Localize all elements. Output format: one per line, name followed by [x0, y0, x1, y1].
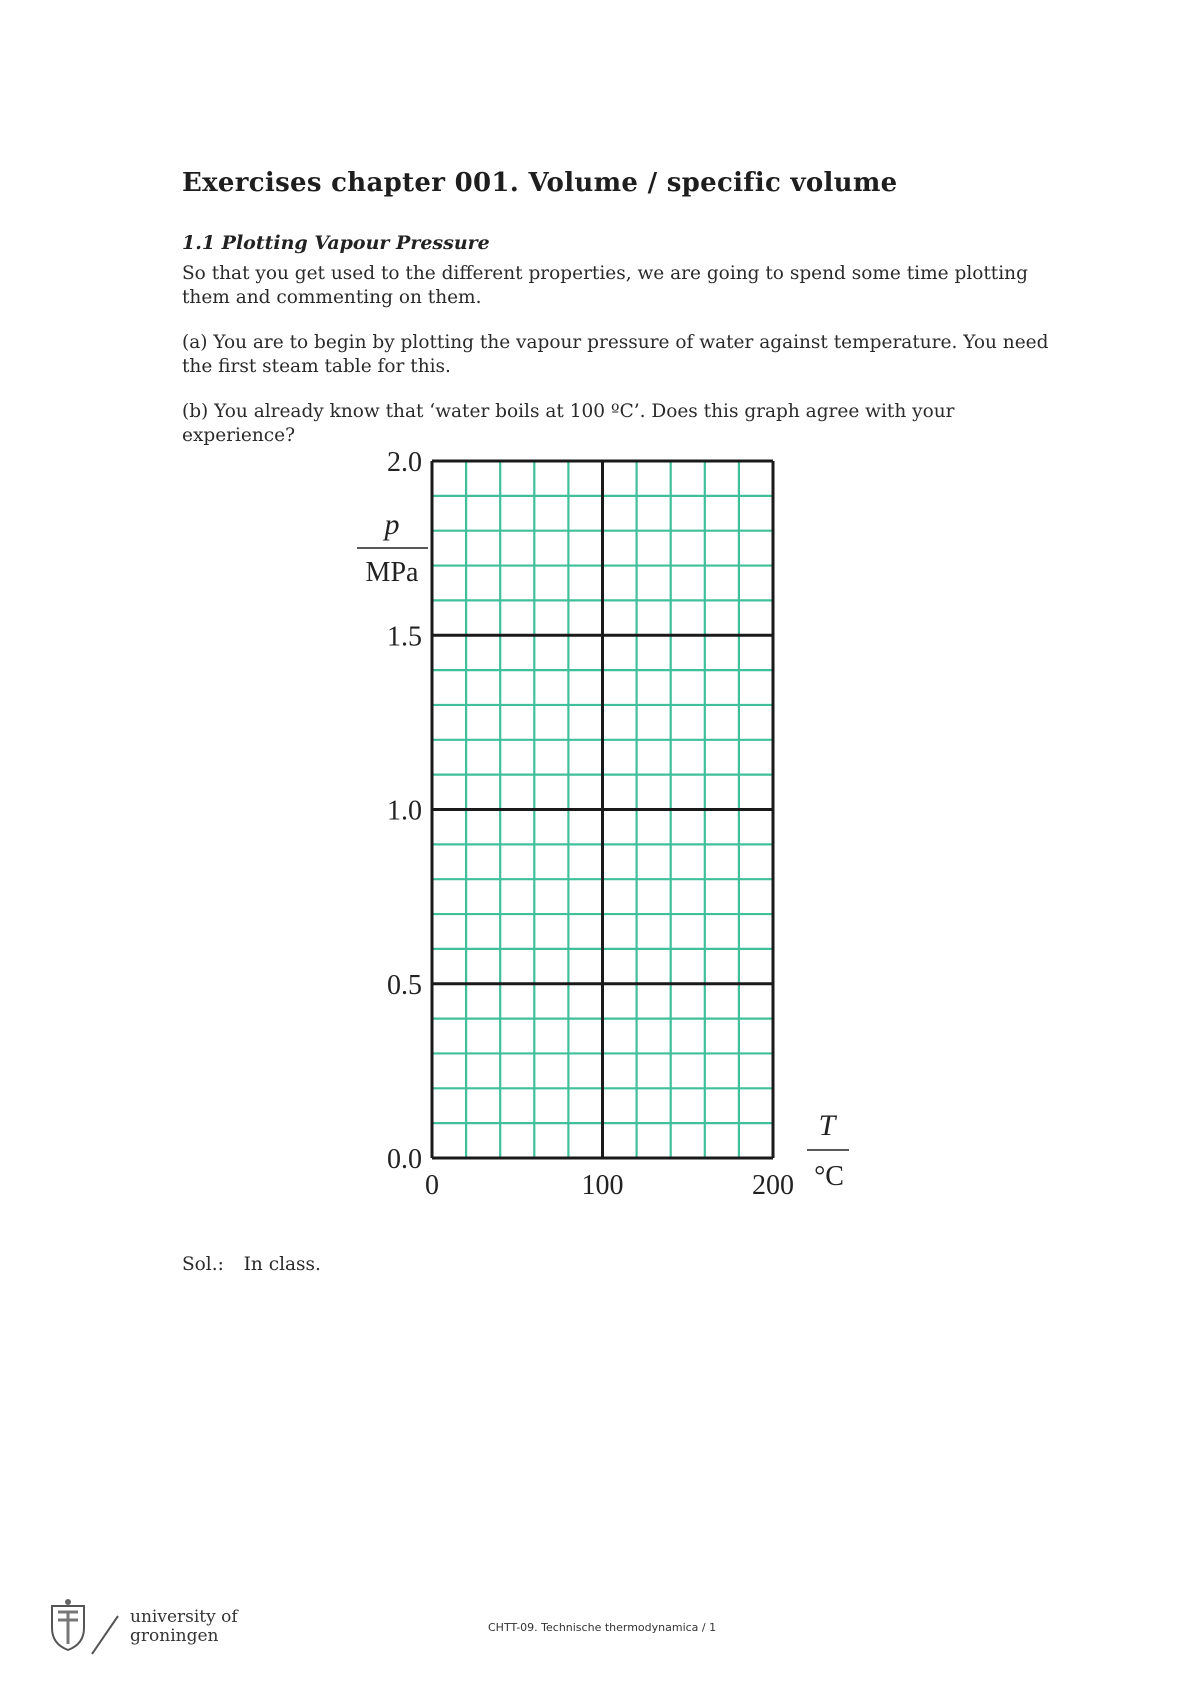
university-crest-icon [48, 1598, 128, 1656]
x-axis-symbol: T [818, 1109, 836, 1142]
x-tick-label: 200 [752, 1170, 794, 1201]
part-a-paragraph: (a) You are to begin by plotting the vapour pressure of water against temperature. You need the first steam table for this. [182, 332, 1049, 377]
y-tick-label: 0.0 [387, 1144, 422, 1175]
university-name-line1: university of [130, 1607, 238, 1627]
y-axis-symbol: p [384, 508, 400, 541]
y-tick-label: 1.0 [387, 795, 422, 827]
x-tick-label: 0 [425, 1170, 439, 1201]
part-b-paragraph: (b) You already know that ‘water boils at 100 ºC’. Does this graph agree with your experience? [182, 401, 955, 446]
solution-text: In class. [243, 1254, 321, 1275]
x-axis-unit: °C [814, 1161, 844, 1192]
section-heading: 1.1 Plotting Vapour Pressure [182, 232, 490, 254]
y-tick-label: 0.5 [387, 969, 422, 1001]
intro-paragraph: So that you get used to the different properties, we are going to spend some time plotting them and commenting on them. [182, 263, 1028, 308]
y-axis-unit: MPa [365, 557, 419, 588]
y-tick-label: 1.5 [387, 621, 422, 653]
university-name [130, 1608, 238, 1646]
x-tick-label: 100 [581, 1170, 624, 1201]
graph-paper-chart [340, 440, 860, 1220]
solution-line [182, 1254, 321, 1275]
footer-course-label: CHTT-09. Technische thermodynamica / 1 [488, 1621, 717, 1634]
university-name-line2: groningen [130, 1626, 219, 1646]
solution-label: Sol.: [182, 1254, 224, 1275]
y-tick-label: 2.0 [387, 447, 422, 478]
page-title: Exercises chapter 001. Volume / specific volume [182, 168, 898, 198]
